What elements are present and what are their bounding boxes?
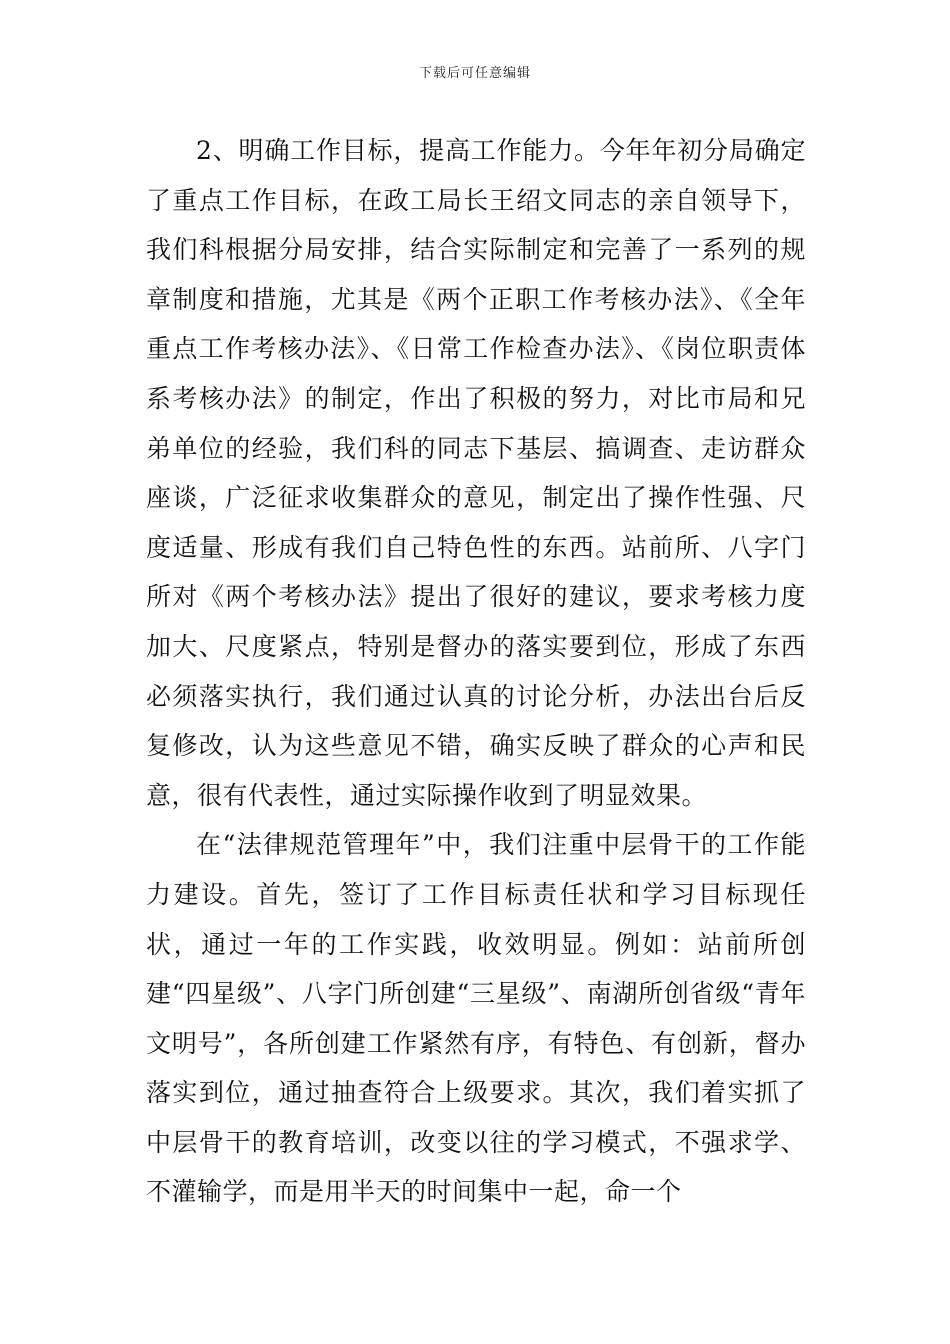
page-header: 下载后可任意编辑: [418, 66, 531, 81]
paragraph-legal-year: 在“法律规范管理年”中，我们注重中层骨干的工作能力建设。首先，签订了工作目标责任状和学习目标现任状，通过一年的工作实践，收效明显。例如：站前所创建“四星级”、八字门所创建“三星级”、南湖所创省级“青年文明号”，各所创建工作紧然有序，有特色、有创新，督办落实到位，通过抽查符合上级要求。其次，我们着实抓了中层骨干的教育培训，改变以往的学习模式，不强求学、不灌输学，而是用半天的时间集中一起，命一个: [146, 830, 806, 1207]
document-body: [146, 126, 806, 1217]
paragraph-work-goals: 2、明确工作目标，提高工作能力。今年年初分局确定了重点工作目标，在政工局长王绍文同志的亲自领导下，我们科根据分局安排，结合实际制定和完善了一系列的规章制度和措施，尤其是《两个正职工作考核办法》、《全年重点工作考核办法》、《日常工作检查办法》、《岗位职责体系考核办法》的制定，作出了积极的努力，对比市局和兄弟单位的经验，我们科的同志下基层、搞调查、走访群众座谈，广泛征求收集群众的意见，制定出了操作性强、尺度适量、形成有我们自己特色性的东西。站前所、八字门所对《两个考核办法》提出了很好的建议，要求考核力度加大、尺度紧点，特别是督办的落实要到位，形成了东西必须落实执行，我们通过认真的讨论分析，办法出台后反复修改，认为这些意见不错，确实反映了群众的心声和民意，很有代表性，通过实际操作收到了明显效果。: [146, 136, 806, 810]
